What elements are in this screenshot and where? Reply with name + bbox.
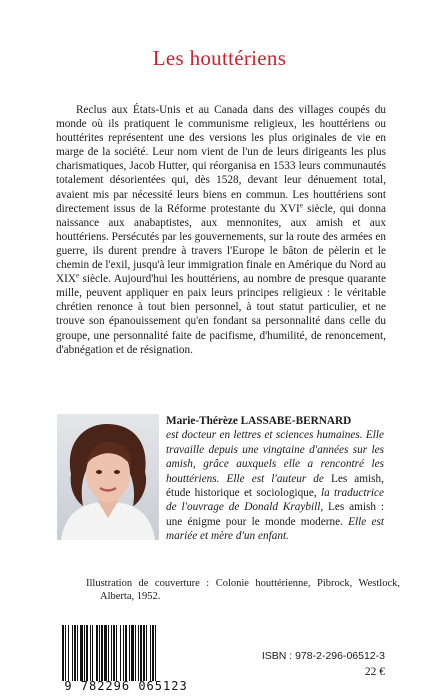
author-photo: [57, 414, 159, 540]
barcode-bar: [116, 625, 117, 681]
barcode-bar: [90, 625, 91, 681]
barcode-bar: [123, 625, 124, 681]
barcode-bar: [96, 625, 98, 681]
barcode-bar: [68, 625, 69, 681]
barcode-bar: [125, 625, 127, 681]
barcode-bar: [77, 625, 78, 681]
author-name: Marie-Thérèze LASSABE-BERNARD: [166, 415, 352, 427]
barcode-bar: [65, 625, 66, 681]
back-cover-summary: [56, 103, 386, 357]
barcode-bar: [146, 625, 147, 681]
bio-italic-1: est docteur en lettres et sciences humaines. Elle travaille depuis une vingtaine d'années sur les amish, grâce auxquels elle a rencontré les houttériens. Elle est l'auteur de: [166, 429, 384, 485]
book-title: Les houttériens: [152, 46, 287, 70]
superscript-e: e: [299, 200, 303, 209]
bio-roman-2: Les amish : une énigme pour le monde moderne.: [166, 501, 384, 528]
barcode-bar: [135, 625, 136, 681]
barcode-bar: [80, 625, 83, 681]
barcode-bar: [140, 625, 142, 681]
barcode-bar: [143, 625, 145, 681]
barcode-bar: [131, 625, 134, 681]
barcode-bar: [129, 625, 130, 681]
barcode-bar: [101, 625, 103, 681]
barcode-bar: [138, 625, 139, 681]
superscript-e: e: [76, 271, 80, 280]
barcode-bar: [155, 625, 156, 681]
barcode-bar: [92, 625, 93, 681]
barcode-bar: [72, 625, 73, 681]
barcode-bar: [84, 625, 85, 681]
summary-part-2: siècle, qui donna naissance aux anabaptistes, aux mennonites, aux amish et aux houttériens. Persécutés par les gouvernements, sur la route des armées en guerre, ils durent prendre à travers l'Europe le bâton de pèlerin et le chemin de l'exil, jusqu'à leur immigration finale en Amérique du Nord au XIX: [56, 202, 386, 286]
barcode-bar: [120, 625, 121, 681]
barcode-bar: [86, 625, 88, 681]
author-portrait-image: [57, 414, 159, 540]
barcode-bar: [152, 625, 154, 681]
bio-roman-1: Les amish, étude historique et sociologique,: [166, 472, 384, 500]
cover-illustration-caption: Illustration de couverture : Colonie houttérienne, Pibrock, Westlock, Alberta, 1952.: [86, 578, 400, 603]
bio-italic-3: Elle est mariée et mère d'un enfant.: [166, 515, 384, 543]
author-biography: [166, 414, 384, 544]
isbn-number: ISBN : 978-2-296-06512-3: [261, 650, 385, 662]
summary-part-1: Reclus aux États-Unis et au Canada dans des villages coupés du monde où ils pratiquent le communisme religieux, les houttériens ou houttérites représentent une des versions les plus originales de vie en marge de la société. Leur nom vient de l'un de leurs dirigeants les plus charismatiques, Jacob Hutter, qui réorganisa en 1533 leurs communautés totalement désorientées qui, dès 1528, devant leur dénuement total, avaient mis par nécessité leurs biens en commun. Les houttériens sont directement issus de la Réforme protestante du XVI: [56, 104, 386, 215]
price: 22 €: [364, 666, 385, 678]
barcode-bar: [150, 625, 151, 681]
barcode-bar: [99, 625, 100, 681]
barcode-bar: [111, 625, 112, 681]
barcode-bar: [104, 625, 107, 681]
barcode-bar: [108, 625, 109, 681]
barcode-digits: 9 782296 065123: [64, 679, 188, 693]
barcode-bar: [62, 625, 64, 681]
summary-part-3: siècle. Aujourd'hui les houttériens, au nombre de presque quarante mille, peuvent appliquer en paix leurs principes religieux : le véritable chrétien renonce à tout bien personnel, à tout statut particulier, et ne trouve son épanouissement qu'en fondant sa personnalité dans celle du groupe, une personnalité faite de pacifisme, d'humilité, de renoncement, d'abnégation et de résignation.: [56, 273, 386, 356]
barcode-bar: [74, 625, 76, 681]
barcode-bar: [113, 625, 115, 681]
bio-italic-2: la traductrice de l'ouvrage de Donald Kraybill,: [166, 487, 385, 514]
